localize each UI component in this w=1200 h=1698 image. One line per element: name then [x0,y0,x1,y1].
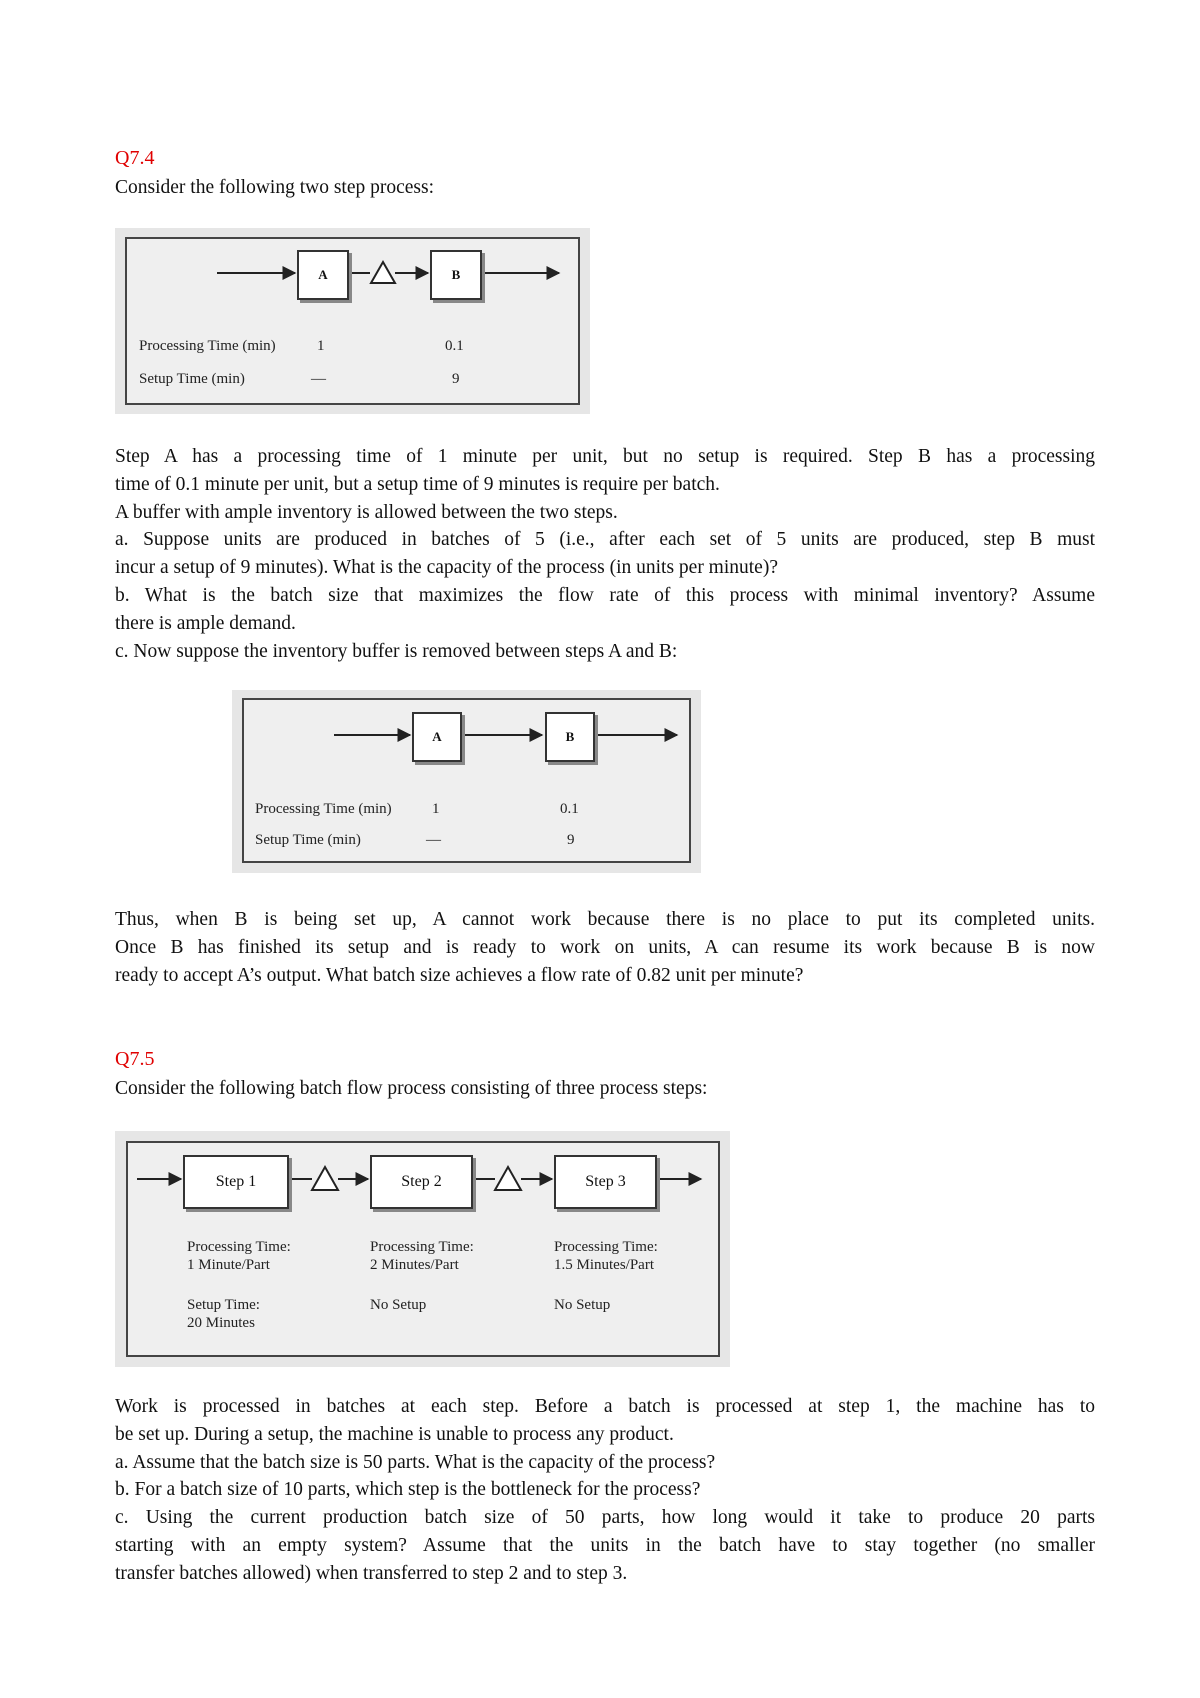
para-line: Once B has finished its setup and is ready to work on units, A can resume its work because B is now [115,936,1095,958]
para-line: c. Using the current production batch size of 50 parts, how long would it take to produce 20 parts [115,1507,1095,1529]
para-line: ready to accept A’s output. What batch size achieves a flow rate of 0.82 unit per minute? [115,964,804,986]
para-line: time of 0.1 minute per unit, but a setup time of 9 minutes is require per batch. [115,473,720,495]
step-b-box: B [430,250,482,300]
para-line: a. Suppose units are produced in batches of 5 (i.e., after each set of 5 units are produced, step B must [115,529,1095,551]
q75-paragraph [115,1393,1095,1588]
step-1-processing-value: 1 Minute/Part [187,1257,270,1273]
processing-time-b: 0.1 [560,801,579,817]
step-3-processing-value: 1.5 Minutes/Part [554,1257,654,1273]
q75-intro-text: Consider the following batch flow process consisting of three process steps: [115,1078,708,1099]
step-3-box: Step 3 [554,1155,657,1209]
para-line: starting with an empty system? Assume that the units in the batch have to stay together (no smaller [115,1534,1095,1556]
step-1-setup-value: 20 Minutes [187,1315,255,1331]
q74-figure-1 [115,228,590,414]
processing-time-a: 1 [317,338,325,354]
processing-time-label: Processing Time (min) [255,801,392,817]
step-1-box: Step 1 [183,1155,289,1209]
para-line: there is ample demand. [115,612,296,634]
step-a-box: A [297,250,349,300]
para-line: be set up. During a setup, the machine is unable to process any product. [115,1423,674,1445]
step-3-processing-label: Processing Time: [554,1239,658,1255]
q74-intro [115,174,1095,202]
setup-time-label: Setup Time (min) [255,832,361,848]
para-line: A buffer with ample inventory is allowed between the two steps. [115,501,618,523]
para-line: a. Assume that the batch size is 50 parts. What is the capacity of the process? [115,1451,716,1473]
q74-title: Q7.4 [115,147,155,169]
setup-time-label: Setup Time (min) [139,371,245,387]
buffer-triangle-icon [495,1167,521,1190]
q74-intro-text: Consider the following two step process: [115,177,434,198]
q74-figure-2 [232,690,701,873]
step-1-processing-label: Processing Time: [187,1239,291,1255]
setup-time-a: — [426,832,441,848]
para-line: Thus, when B is being set up, A cannot work because there is no place to put its completed units. [115,909,1095,930]
para-line: Step A has a processing time of 1 minute per unit, but no setup is required. Step B has a processing [115,446,1095,467]
para-line: b. For a batch size of 10 parts, which step is the bottleneck for the process? [115,1479,701,1501]
q74-paragraph-1 [115,443,1095,665]
q74-paragraph-2 [115,906,1095,989]
step-3-setup: No Setup [554,1297,611,1313]
step-a-box: A [412,712,462,762]
step-b-box: B [545,712,595,762]
step-2-processing-label: Processing Time: [370,1239,474,1255]
q75-figure [115,1131,730,1367]
processing-time-label: Processing Time (min) [139,338,276,354]
para-line: incur a setup of 9 minutes). What is the capacity of the process (in units per minute)? [115,557,778,579]
buffer-triangle-icon [371,262,395,283]
setup-time-b: 9 [452,371,460,387]
q75-title: Q7.5 [115,1048,155,1070]
step-2-processing-value: 2 Minutes/Part [370,1257,459,1273]
para-line: Work is processed in batches at each step. Before a batch is processed at step 1, the machine has to [115,1396,1095,1417]
buffer-triangle-icon [312,1167,338,1190]
processing-time-a: 1 [432,801,440,817]
para-line: b. What is the batch size that maximizes the flow rate of this process with minimal inventory? Assume [115,584,1095,606]
processing-time-b: 0.1 [445,338,464,354]
setup-time-b: 9 [567,832,575,848]
q75-intro [115,1075,1095,1103]
para-line: c. Now suppose the inventory buffer is removed between steps A and B: [115,640,678,662]
step-1-setup-label: Setup Time: [187,1297,260,1313]
step-2-box: Step 2 [370,1155,473,1209]
setup-time-a: — [311,371,326,387]
para-line: transfer batches allowed) when transferred to step 2 and to step 3. [115,1562,628,1584]
step-2-setup: No Setup [370,1297,427,1313]
